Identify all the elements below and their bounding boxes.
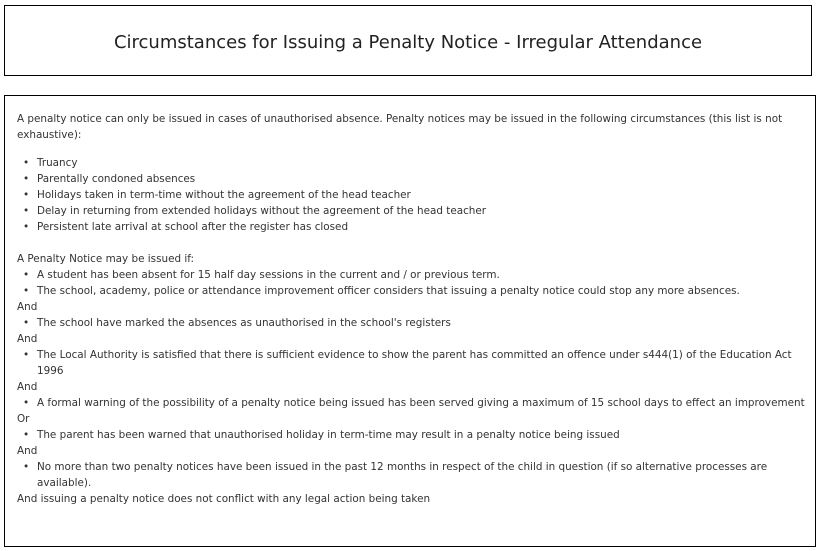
connector-and: And [17,381,38,393]
intro-paragraph: A penalty notice can only be issued in cases of unauthorised absence. Penalty notices may be issued in the following circumstances (this list is not exhaustive): [17,113,783,141]
condition-item: • A formal warning of the possibility of a penalty notice being issued has been served giving a maximum of 15 school days to effect an improvement [17,395,805,411]
closing-statement: And issuing a penalty notice does not conflict with any legal action being taken [17,493,431,505]
conditions-list-2 [17,315,805,331]
connector-or: Or [17,413,30,425]
circumstances-list [17,155,805,235]
page-title: Circumstances for Issuing a Penalty Notice - Irregular Attendance [113,31,703,53]
connector-and: And [17,301,38,313]
list-item: • Truancy [17,155,805,171]
list-item: • Delay in returning from extended holidays without the agreement of the head teacher [17,203,805,219]
condition-item: • The school have marked the absences as unauthorised in the school's registers [17,315,805,331]
conditions-list-5 [17,427,805,443]
conditions-list-4 [17,395,805,411]
condition-item: • The school, academy, police or attendance improvement officer considers that issuing a penalty notice could stop any more absences. [17,283,805,299]
conditions-list-6 [17,459,805,491]
list-item: • Parentally condoned absences [17,171,805,187]
content-box [4,95,816,547]
conditions-heading: A Penalty Notice may be issued if: [17,253,195,265]
conditions-list-3 [17,347,805,379]
conditions-list-1 [17,267,805,299]
condition-item: • The Local Authority is satisfied that there is sufficient evidence to show the parent has committed an offence under s444(1) of the Education Act 1996 [17,347,805,379]
condition-item: • No more than two penalty notices have been issued in the past 12 months in respect of the child in question (if so alternative processes are available). [17,459,805,491]
connector-and: And [17,445,38,457]
list-item: • Persistent late arrival at school after the register has closed [17,219,805,235]
list-item: • Holidays taken in term-time without the agreement of the head teacher [17,187,805,203]
title-box [4,5,812,76]
condition-item: • The parent has been warned that unauthorised holiday in term-time may result in a penalty notice being issued [17,427,805,443]
connector-and: And [17,333,38,345]
condition-item: • A student has been absent for 15 half day sessions in the current and / or previous term. [17,267,805,283]
